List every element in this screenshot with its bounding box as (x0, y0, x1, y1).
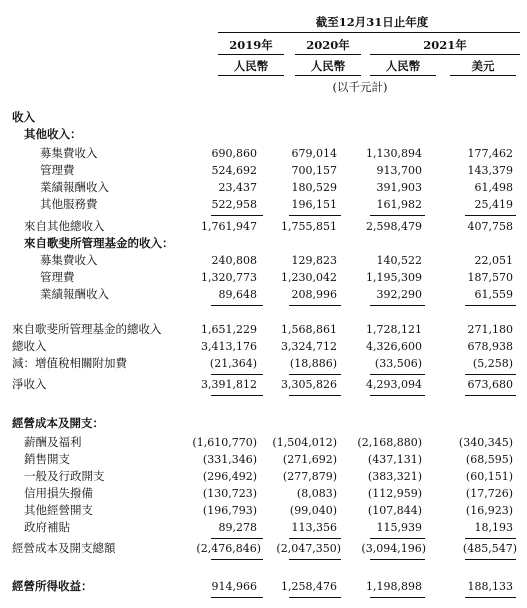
cell-2019: (2,476,846) (196, 542, 261, 555)
cell-2020: (271,692) (282, 453, 337, 466)
cell-2019: (296,492) (202, 470, 257, 483)
cell-2021-rmb: (112,959) (367, 487, 422, 500)
cell-2021-rmb: (383,321) (367, 470, 422, 483)
cell-2021-usd: (485,547) (462, 542, 517, 555)
year-2020-rule (295, 54, 361, 55)
row-label: 一般及行政開支 (24, 469, 105, 483)
subtotal-rule (370, 305, 425, 306)
table-row (0, 145, 527, 162)
subtotal-rule (289, 559, 341, 560)
row-label: 業績報酬收入 (40, 287, 109, 301)
subtotal-rule (289, 215, 341, 216)
table-row (0, 502, 527, 519)
subtotal-rule (465, 395, 516, 396)
cell-2020: 700,157 (291, 164, 337, 177)
cell-2020: 679,014 (291, 147, 337, 160)
row-label: 總收入 (12, 339, 47, 353)
subtotal-rule (211, 538, 263, 539)
period-heading: 截至12月31日止年度 (315, 15, 429, 29)
table-row (0, 451, 527, 468)
cell-2021-usd: 61,498 (474, 181, 513, 194)
year-2020-heading: 2020年 (306, 38, 350, 52)
row-label: 銷售開支 (24, 452, 70, 466)
period-heading-rule (218, 32, 520, 33)
total-revenue-row (0, 338, 527, 355)
table-row (0, 485, 527, 502)
cell-2019: 1,761,947 (201, 220, 257, 233)
total-rule (289, 597, 341, 598)
cell-2021-usd: 271,180 (467, 323, 513, 336)
op-heading: 經營成本及開支： (12, 416, 104, 430)
subtotal-rule (465, 215, 516, 216)
cell-2021-rmb: (3,094,196) (361, 542, 426, 555)
cell-2021-rmb: 1,195,309 (366, 271, 422, 284)
cell-2021-usd: 177,462 (467, 147, 513, 160)
table-row (0, 162, 527, 179)
vat-row (0, 355, 527, 372)
cell-2021-usd: (17,726) (465, 487, 513, 500)
cell-2019: 524,692 (211, 164, 257, 177)
total-rule (211, 597, 263, 598)
row-label: 經營所得收益： (12, 579, 93, 593)
subtotal-rule (289, 305, 341, 306)
subtotal-rule (289, 374, 341, 375)
cell-2020: 3,305,826 (281, 378, 337, 391)
cell-2021-usd: 188,133 (467, 580, 513, 593)
op-total-row (0, 540, 527, 557)
cell-2021-rmb: 391,903 (376, 181, 422, 194)
year-2019-rule (218, 54, 284, 55)
cell-2020: 1,230,042 (281, 271, 337, 284)
row-label: 經營成本及開支總額 (12, 541, 116, 555)
currency-2020-heading: 人民幣 (310, 59, 346, 73)
currency-2021-usd-heading: 美元 (471, 59, 495, 73)
subtotal-rule (211, 395, 263, 396)
row-label: 業績報酬收入 (40, 180, 109, 194)
cell-2021-rmb: (437,131) (367, 453, 422, 466)
cell-2021-rmb: 913,700 (376, 164, 422, 177)
subtotal-rule (465, 538, 516, 539)
unit-note: (以千元計) (332, 80, 388, 94)
subtotal-rule (465, 559, 516, 560)
row-label: 其他經營開支 (24, 503, 93, 517)
cell-2019: 914,966 (211, 580, 257, 593)
cell-2021-rmb: 4,293,094 (366, 378, 422, 391)
other-income-heading: 其他收入： (24, 127, 82, 141)
table-row (0, 434, 527, 451)
row-label: 減：增值稅相關附加費 (12, 356, 127, 370)
currency-2019-rule (218, 75, 284, 76)
subtotal-rule (211, 559, 263, 560)
cell-2019: 89,278 (218, 521, 257, 534)
currency-2020-rule (295, 75, 361, 76)
subtotal-rule (370, 559, 425, 560)
gopher-heading-row (0, 235, 527, 252)
cell-2020: 196,151 (291, 198, 337, 211)
subtotal-rule (370, 215, 425, 216)
row-label: 信用損失撥備 (24, 486, 93, 500)
cell-2021-usd: 187,570 (467, 271, 513, 284)
year-2021-heading: 2021年 (423, 38, 467, 52)
cell-2021-usd: 61,559 (474, 288, 513, 301)
cell-2021-rmb: 2,598,479 (366, 220, 422, 233)
subtotal-rule (211, 374, 263, 375)
cell-2020: (99,040) (289, 504, 337, 517)
row-label: 淨收入 (12, 377, 47, 391)
table-row (0, 468, 527, 485)
total-rule (370, 597, 425, 598)
cell-2021-usd: 407,758 (467, 220, 513, 233)
cell-2019: (130,723) (202, 487, 257, 500)
cell-2021-usd: 25,419 (474, 198, 513, 211)
op-income-row (0, 578, 527, 595)
cell-2019: 23,437 (218, 181, 257, 194)
cell-2020: 180,529 (291, 181, 337, 194)
cell-2020: 129,823 (291, 254, 337, 267)
other-income-heading-row (0, 126, 527, 143)
row-label: 政府補貼 (24, 520, 70, 534)
cell-2021-rmb: (33,506) (374, 357, 422, 370)
cell-2021-usd: (16,923) (465, 504, 513, 517)
revenue-heading: 收入 (12, 110, 35, 124)
other-total-row (0, 218, 527, 235)
cell-2021-usd: 673,680 (467, 378, 513, 391)
year-2021-rule (370, 54, 520, 55)
cell-2021-usd: 143,379 (467, 164, 513, 177)
cell-2021-usd: (60,151) (465, 470, 513, 483)
subtotal-rule (370, 374, 425, 375)
cell-2021-rmb: 4,326,600 (366, 340, 422, 353)
cell-2020: (8,083) (296, 487, 337, 500)
cell-2020: (277,879) (282, 470, 337, 483)
row-label: 管理費 (40, 163, 75, 177)
currency-2021-rmb-rule (370, 75, 436, 76)
table-row (0, 519, 527, 536)
subtotal-rule (370, 538, 425, 539)
table-row (0, 252, 527, 269)
cell-2019: (21,364) (209, 357, 257, 370)
subtotal-rule (370, 395, 425, 396)
row-label: 募集費收入 (40, 253, 98, 267)
cell-2019: 1,651,229 (201, 323, 257, 336)
subtotal-rule (465, 374, 516, 375)
cell-2020: 1,258,476 (281, 580, 337, 593)
net-revenue-row (0, 376, 527, 393)
row-label: 薪酬及福利 (24, 435, 82, 449)
cell-2021-usd: (5,258) (472, 357, 513, 370)
cell-2020: (1,504,012) (272, 436, 337, 449)
row-label: 來自歌斐所管理基金的總收入 (12, 322, 162, 336)
cell-2020: 113,356 (291, 521, 337, 534)
cell-2020: (2,047,350) (276, 542, 341, 555)
cell-2019: (331,346) (202, 453, 257, 466)
revenue-heading-row (0, 109, 527, 126)
cell-2019: 3,391,812 (201, 378, 257, 391)
subtotal-rule (465, 305, 516, 306)
cell-2019: 3,413,176 (201, 340, 257, 353)
op-heading-row (0, 415, 527, 432)
cell-2020: 208,996 (291, 288, 337, 301)
subtotal-rule (289, 395, 341, 396)
subtotal-rule (211, 305, 263, 306)
subtotal-rule (289, 538, 341, 539)
table-row (0, 269, 527, 286)
gopher-heading: 來自歌斐所管理基金的收入： (24, 236, 174, 250)
cell-2019: (1,610,770) (192, 436, 257, 449)
cell-2021-rmb: 392,290 (376, 288, 422, 301)
subtotal-rule (211, 215, 263, 216)
cell-2019: 522,958 (211, 198, 257, 211)
cell-2019: 240,808 (211, 254, 257, 267)
cell-2020: 1,568,861 (281, 323, 337, 336)
cell-2021-usd: (68,595) (465, 453, 513, 466)
cell-2021-usd: 18,193 (474, 521, 513, 534)
year-2019-heading: 2019年 (229, 38, 273, 52)
cell-2020: (18,886) (289, 357, 337, 370)
cell-2021-rmb: (2,168,880) (357, 436, 422, 449)
row-label: 其他服務費 (40, 197, 98, 211)
cell-2021-rmb: 1,130,894 (366, 147, 422, 160)
table-row (0, 196, 527, 213)
cell-2021-rmb: 1,728,121 (366, 323, 422, 336)
total-rule (465, 597, 516, 598)
cell-2021-rmb: 115,939 (376, 521, 422, 534)
cell-2021-rmb: (107,844) (367, 504, 422, 517)
row-label: 管理費 (40, 270, 75, 284)
cell-2019: 690,860 (211, 147, 257, 160)
currency-2019-heading: 人民幣 (233, 59, 269, 73)
cell-2020: 3,324,712 (281, 340, 337, 353)
gopher-total-row (0, 321, 527, 338)
cell-2019: (196,793) (202, 504, 257, 517)
row-label: 來自其他總收入 (24, 219, 105, 233)
table-row (0, 179, 527, 196)
cell-2021-rmb: 1,198,898 (366, 580, 422, 593)
cell-2021-usd: 22,051 (474, 254, 513, 267)
table-row (0, 286, 527, 303)
cell-2019: 89,648 (218, 288, 257, 301)
currency-2021-rmb-heading: 人民幣 (385, 59, 421, 73)
cell-2019: 1,320,773 (201, 271, 257, 284)
row-label: 募集費收入 (40, 146, 98, 160)
cell-2021-usd: 678,938 (467, 340, 513, 353)
currency-2021-usd-rule (450, 75, 516, 76)
cell-2021-rmb: 140,522 (376, 254, 422, 267)
cell-2021-rmb: 161,982 (376, 198, 422, 211)
cell-2020: 1,755,851 (281, 220, 337, 233)
cell-2021-usd: (340,345) (458, 436, 513, 449)
